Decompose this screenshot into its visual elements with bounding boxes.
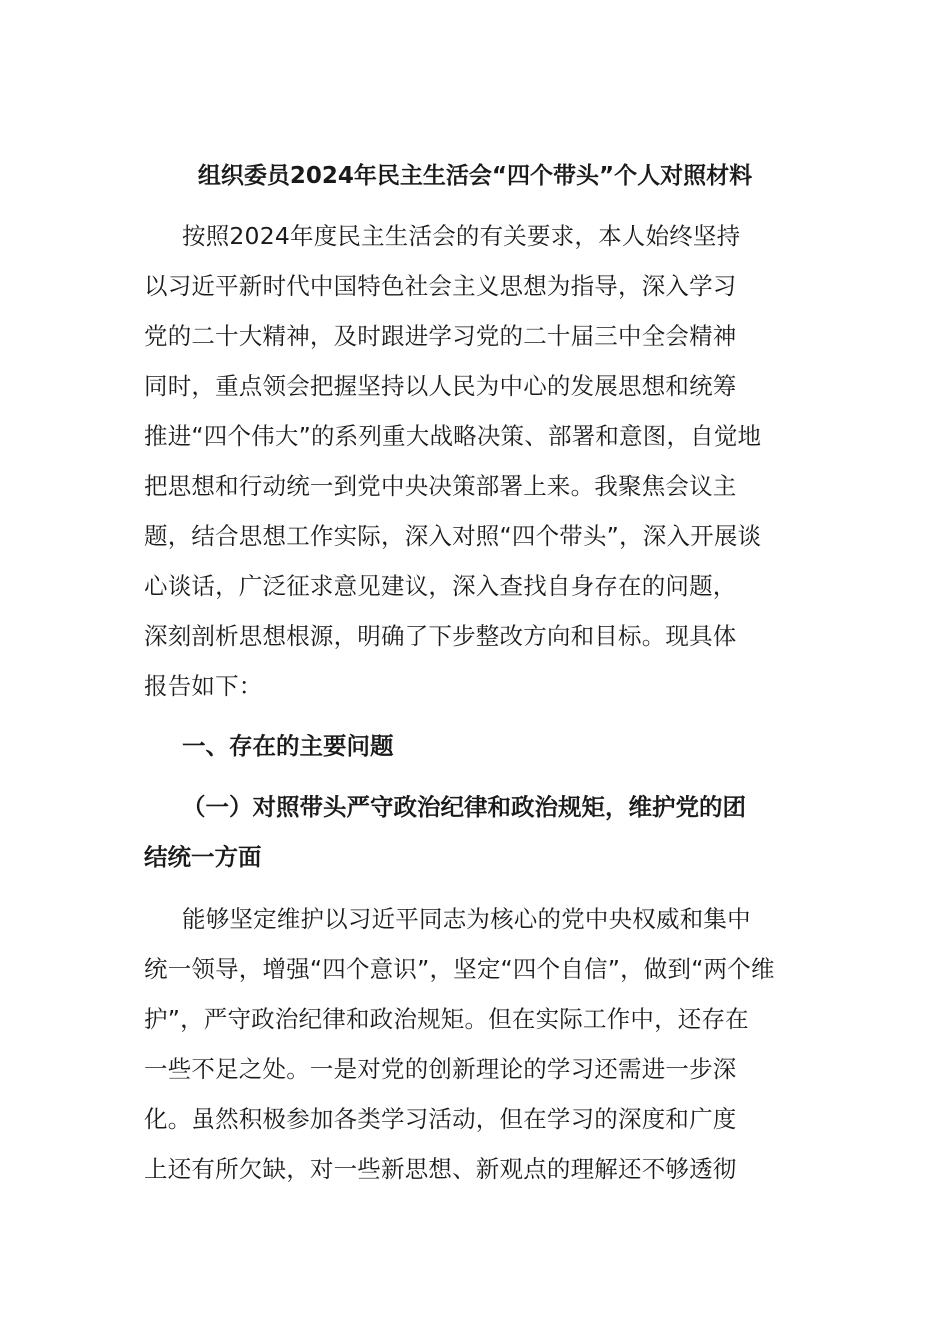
paragraph-line: 上还有所欠缺，对一些新思想、新观点的理解还不够透彻	[144, 1155, 737, 1183]
paragraph-line: 以习近平新时代中国特色社会主义思想为指导，深入学习	[144, 272, 737, 300]
paragraph-line: 同时，重点领会把握坚持以人民为中心的发展思想和统筹	[144, 372, 737, 400]
paragraph-line: 推进“四个伟大”的系列重大战略决策、部署和意图，自觉地	[144, 422, 762, 450]
heading-line: （一）对照带头严守政治纪律和政治规矩，维护党的团	[182, 793, 746, 821]
paragraph-line: 党的二十大精神，及时跟进学习党的二十届三中全会精神	[144, 322, 737, 350]
heading-line: 结统一方面	[144, 843, 262, 871]
paragraph-line: 深刻剖析思想根源，明确了下步整改方向和目标。现具体	[144, 622, 737, 650]
paragraph-line: 能够坚定维护以习近平同志为核心的党中央权威和集中	[182, 905, 751, 933]
paragraph-line: 统一领导，增强“四个意识”，坚定“四个自信”，做到“两个维	[144, 955, 775, 983]
intro-paragraph	[144, 211, 806, 711]
subsection-heading	[144, 782, 806, 882]
paragraph-line: 报告如下：	[144, 672, 263, 700]
paragraph-line: 心谈话，广泛征求意见建议，深入查找自身存在的问题，	[144, 572, 737, 600]
paragraph-line: 化。虽然积极参加各类学习活动，但在学习的深度和广度	[144, 1105, 737, 1133]
paragraph-line: 一些不足之处。一是对党的创新理论的学习还需进一步深	[144, 1055, 737, 1083]
paragraph-line: 题，结合思想工作实际，深入对照“四个带头”，深入开展谈	[144, 522, 762, 550]
paragraph-line: 把思想和行动统一到党中央决策部署上来。我聚焦会议主	[144, 472, 737, 500]
section-heading: 一、存在的主要问题	[182, 732, 394, 760]
paragraph-line: 按照2024年度民主生活会的有关要求，本人始终坚持	[182, 222, 741, 250]
paragraph-line: 护”，严守政治纪律和政治规矩。但在实际工作中，还存在	[144, 1005, 749, 1033]
body-paragraph	[144, 894, 806, 1194]
document-title: 组织委员2024年民主生活会“四个带头”个人对照材料	[197, 163, 753, 189]
